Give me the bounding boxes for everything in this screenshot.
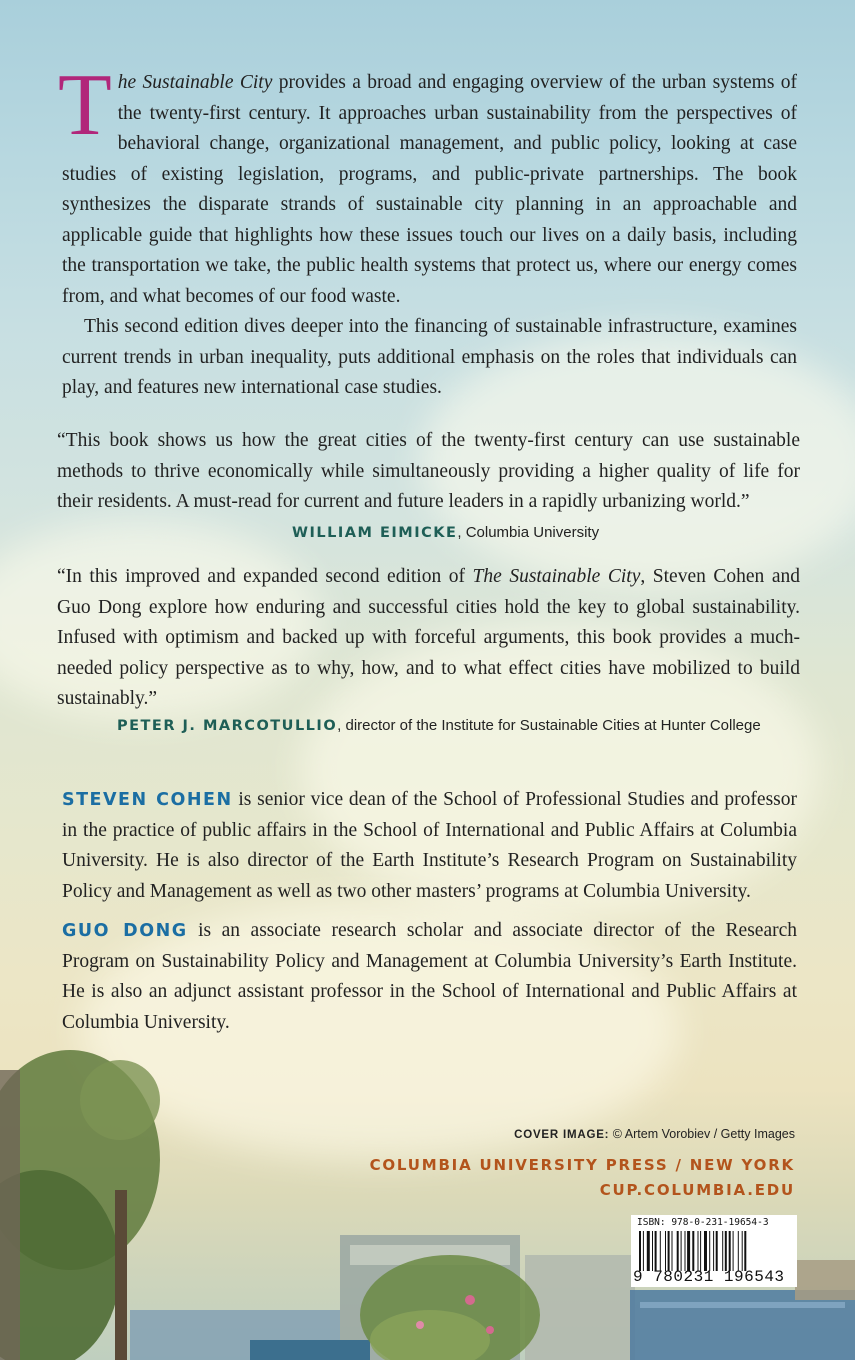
publisher-name: COLUMBIA UNIVERSITY PRESS / NEW YORK [369, 1156, 795, 1174]
barcode-bar [722, 1231, 723, 1271]
barcode-bar [738, 1231, 739, 1271]
publisher-website: CUP.COLUMBIA.EDU [599, 1181, 795, 1199]
barcode-bar [652, 1231, 653, 1271]
barcode-bar [685, 1231, 686, 1271]
barcode-bar [665, 1231, 666, 1271]
barcode-bar [698, 1231, 699, 1271]
barcode-bar [716, 1231, 718, 1271]
isbn-text: ISBN: 978-0-231-19654-3 [637, 1217, 769, 1228]
endorser-affiliation: , director of the Institute for Sustainable Cities at Hunter College [337, 717, 761, 734]
barcode-bar [655, 1231, 657, 1271]
endorsement-2-attribution [117, 717, 761, 734]
endorser-name: PETER J. MARCOTULLIO [117, 718, 338, 734]
cover-image-credit [514, 1127, 795, 1141]
barcode-bar [700, 1231, 701, 1271]
isbn-barcode [631, 1215, 797, 1287]
endorsement-2-text-cont: , Steven Cohen and Guo Dong explore how enduring and successful cities hold the key to global sustainability. Infused with optimism and backed up with forceful arguments, this book provides a much-needed policy perspective as to why, how, and to what effect cities have mobilized to build sustainably.” [57, 566, 801, 709]
barcode-bar [742, 1231, 743, 1271]
barcode-bar [639, 1231, 641, 1271]
endorsement-2 [57, 562, 800, 715]
endorsement-1-text: “This book shows us how the great cities of the twenty-first century can use sustainable methods to thrive economically while simultaneously providing a higher quality of life for their residents. A must-read for current and future leaders in a rapidly urbanizing world.” [57, 430, 800, 512]
barcode-bar [709, 1231, 710, 1271]
barcode-bar [647, 1231, 650, 1271]
barcode-bar [744, 1231, 746, 1271]
credit-text: © Artem Vorobiev / Getty Images [609, 1127, 795, 1141]
barcode-digits: 9 780231 196543 [633, 1268, 785, 1286]
endorser-name: WILLIAM EIMICKE [292, 525, 458, 541]
city-scene-illustration [0, 1040, 855, 1360]
barcode-bars [639, 1231, 789, 1271]
author-bio-2 [62, 916, 797, 1038]
description-paragraph-1: provides a broad and engaging overview of the urban systems of the twenty-first century. It approaches urban sustainability from the perspectives of behavioral change, organizational management, and public policy, looking at case studies of existing legislation, programs, and public-private partnerships. The book synthesizes the disparate strands of sustainable city planning in an approachable and applicable guide that highlights how these issues touch our lives on a daily basis, including the transportation we take, the public health systems that protect us, where our energy comes from, and what becomes of our food waste. [62, 72, 797, 307]
endorsement-2-text: “In this improved and expanded second edition of [57, 566, 473, 587]
barcode-bar [729, 1231, 731, 1271]
drop-cap: T [58, 57, 112, 154]
endorsement-1-attribution [292, 524, 599, 541]
barcode-bar [687, 1231, 690, 1271]
barcode-bar [692, 1231, 694, 1271]
barcode-bar [677, 1231, 679, 1271]
credit-label: COVER IMAGE: [514, 1129, 610, 1141]
book-description [58, 57, 797, 404]
barcode-bar [668, 1231, 670, 1271]
author-name: STEVEN COHEN [62, 790, 233, 810]
description-paragraph-2: This second edition dives deeper into the financing of sustainable infrastructure, examines current trends in urban inequality, puts additional emphasis on the roles that individuals can play, and features new international case studies. [62, 316, 797, 398]
author-bio-1 [62, 785, 797, 907]
barcode-bar [660, 1231, 661, 1271]
book-title-inline: The Sustainable City [472, 566, 641, 587]
barcode-bar [672, 1231, 673, 1271]
barcode-bar [681, 1231, 682, 1271]
barcode-bar [725, 1231, 727, 1271]
barcode-bar [704, 1231, 707, 1271]
book-title-inline: he Sustainable City [117, 72, 273, 93]
author-bio-text: is an associate research scholar and associate director of the Research Program on Sustainability Policy and Management at Columbia University’s Earth Institute. He is also an adjunct assistant professor in the School of International and Public Affairs at Columbia University. [62, 920, 797, 1033]
barcode-bar [733, 1231, 734, 1271]
endorser-affiliation: , Columbia University [457, 524, 600, 541]
barcode-bar [643, 1231, 644, 1271]
author-bio-text: is senior vice dean of the School of Professional Studies and professor in the practice of public affairs in the School of International and Public Affairs at Columbia University. He is also director of the Earth Institute’s Research Program on Sustainability Policy and Management as well as two other masters’ programs at Columbia University. [62, 789, 797, 902]
endorsement-1 [57, 426, 800, 518]
author-name: GUO DONG [62, 921, 188, 941]
barcode-bar [713, 1231, 714, 1271]
